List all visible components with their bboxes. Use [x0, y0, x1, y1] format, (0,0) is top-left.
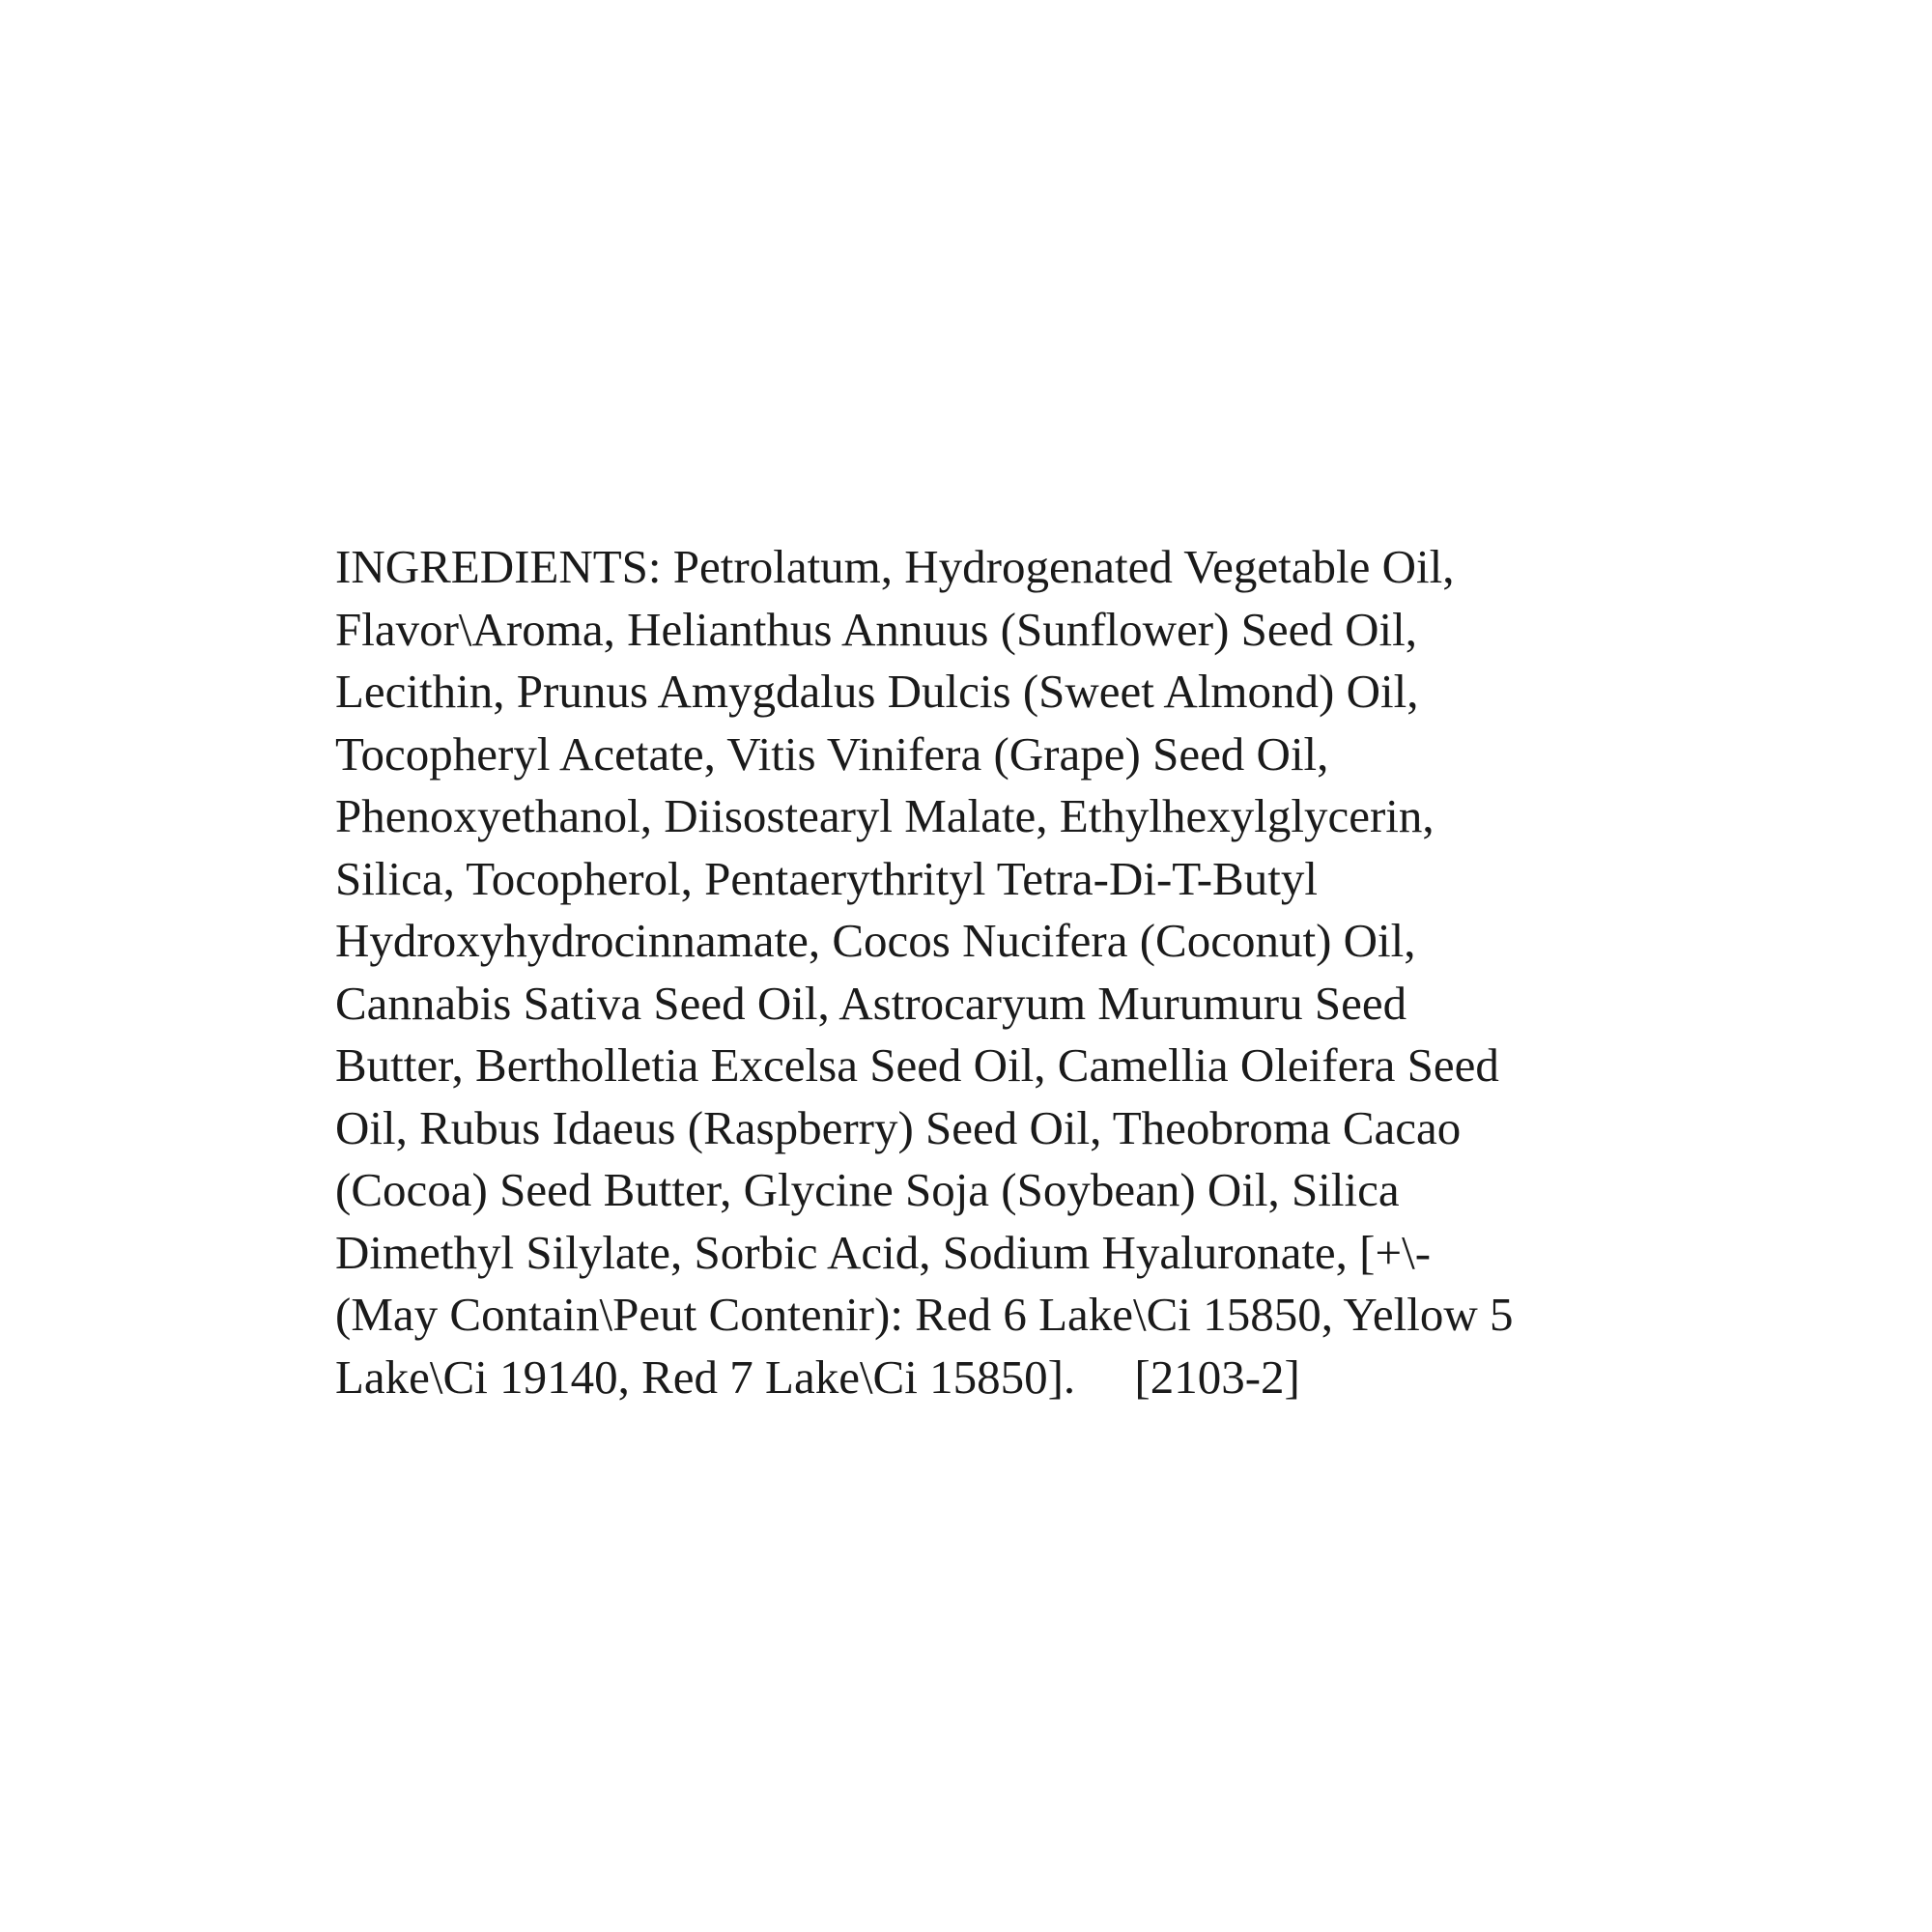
ingredients-line: Butter, Bertholletia Excelsa Seed Oil, Camellia Oleifera Seed — [335, 1038, 1499, 1092]
ingredients-line: Dimethyl Silylate, Sorbic Acid, Sodium Hyaluronate, [+\- — [335, 1225, 1432, 1279]
ingredients-line: Oil, Rubus Idaeus (Raspberry) Seed Oil, Theobroma Cacao — [335, 1100, 1462, 1154]
ingredients-line: Silica, Tocopherol, Pentaerythrityl Tetra-Di-T-Butyl — [335, 851, 1318, 905]
ingredients-line: Lecithin, Prunus Amygdalus Dulcis (Sweet Almond) Oil, — [335, 665, 1419, 718]
ingredients-line: INGREDIENTS: Petrolatum, Hydrogenated Vegetable Oil, — [335, 540, 1455, 593]
ingredients-line: (May Contain\Peut Contenir): Red 6 Lake\Ci 15850, Yellow 5 — [335, 1288, 1514, 1341]
ingredients-line: (Cocoa) Seed Butter, Glycine Soja (Soybean) Oil, Silica — [335, 1163, 1400, 1216]
ingredients-line: Hydroxyhydrocinnamate, Cocos Nucifera (Coconut) Oil, — [335, 914, 1416, 967]
ingredients-line: Phenoxyethanol, Diisostearyl Malate, Ethylhexylglycerin, — [335, 789, 1435, 842]
ingredients-line: Flavor\Aroma, Helianthus Annuus (Sunflower) Seed Oil, — [335, 602, 1418, 656]
ingredients-line: Cannabis Sativa Seed Oil, Astrocaryum Murumuru Seed — [335, 976, 1407, 1030]
ingredients-text — [335, 536, 1688, 1408]
ingredients-line: Lake\Ci 19140, Red 7 Lake\Ci 15850]. [2103-2] — [335, 1350, 1300, 1404]
ingredients-line: Tocopheryl Acetate, Vitis Vinifera (Grape) Seed Oil, — [335, 726, 1329, 781]
